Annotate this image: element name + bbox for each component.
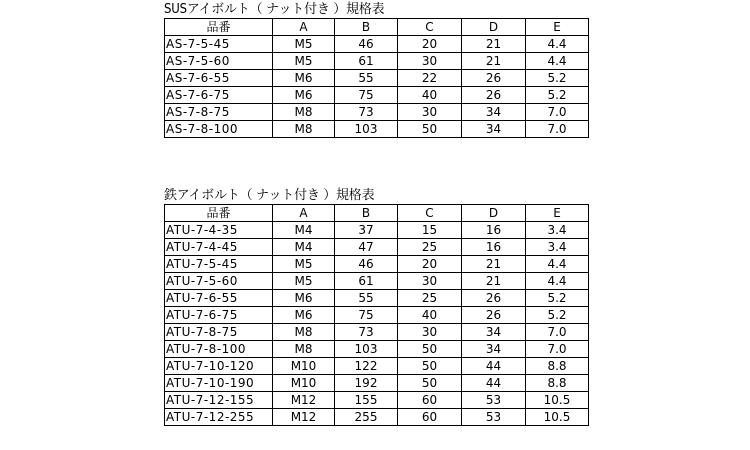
- cell-c: 20: [398, 256, 462, 273]
- cell-d: 44: [462, 358, 526, 375]
- cell-d: 21: [462, 256, 526, 273]
- cell-a: M5: [273, 273, 335, 290]
- table-row: [165, 53, 589, 70]
- cell-part-no: ATU-7-10-190: [165, 375, 273, 392]
- cell-a: M6: [273, 87, 335, 104]
- cell-e: 8.8: [526, 358, 589, 375]
- cell-d: 53: [462, 392, 526, 409]
- cell-c: 50: [398, 341, 462, 358]
- cell-a: M8: [273, 324, 335, 341]
- cell-d: 53: [462, 409, 526, 426]
- table-row: [165, 409, 589, 426]
- cell-a: M10: [273, 375, 335, 392]
- cell-c: 30: [398, 273, 462, 290]
- cell-a: M6: [273, 307, 335, 324]
- cell-d: 26: [462, 70, 526, 87]
- header-cell-c: C: [398, 19, 462, 36]
- cell-b: 103: [335, 121, 398, 138]
- header-cell-c: C: [398, 205, 462, 222]
- cell-b: 73: [335, 324, 398, 341]
- cell-d: 34: [462, 121, 526, 138]
- cell-e: 4.4: [526, 36, 589, 53]
- cell-d: 21: [462, 53, 526, 70]
- sus-spec-table: [164, 18, 589, 138]
- cell-d: 16: [462, 239, 526, 256]
- cell-a: M8: [273, 341, 335, 358]
- cell-c: 40: [398, 87, 462, 104]
- cell-e: 5.2: [526, 70, 589, 87]
- cell-part-no: ATU-7-8-75: [165, 324, 273, 341]
- cell-c: 50: [398, 358, 462, 375]
- table-row: [165, 392, 589, 409]
- cell-b: 122: [335, 358, 398, 375]
- header-cell-a: A: [273, 205, 335, 222]
- cell-part-no: AS-7-5-45: [165, 36, 273, 53]
- cell-d: 34: [462, 324, 526, 341]
- iron-table-title: 鉄アイボルト（ ナット付き ）規格表: [164, 188, 375, 203]
- cell-e: 7.0: [526, 324, 589, 341]
- cell-e: 7.0: [526, 104, 589, 121]
- cell-e: 3.4: [526, 239, 589, 256]
- cell-b: 192: [335, 375, 398, 392]
- cell-c: 25: [398, 239, 462, 256]
- cell-part-no: ATU-7-12-155: [165, 392, 273, 409]
- cell-e: 5.2: [526, 87, 589, 104]
- cell-e: 8.8: [526, 375, 589, 392]
- cell-part-no: ATU-7-5-45: [165, 256, 273, 273]
- cell-part-no: ATU-7-5-60: [165, 273, 273, 290]
- cell-part-no: AS-7-6-55: [165, 70, 273, 87]
- cell-a: M12: [273, 409, 335, 426]
- cell-part-no: AS-7-6-75: [165, 87, 273, 104]
- table-row: [165, 222, 589, 239]
- cell-part-no: ATU-7-12-255: [165, 409, 273, 426]
- header-cell-e: E: [526, 205, 589, 222]
- cell-part-no: ATU-7-6-75: [165, 307, 273, 324]
- table-row: [165, 273, 589, 290]
- cell-e: 5.2: [526, 290, 589, 307]
- header-row: [165, 205, 589, 222]
- cell-c: 30: [398, 104, 462, 121]
- header-cell-e: E: [526, 19, 589, 36]
- cell-c: 50: [398, 121, 462, 138]
- cell-b: 55: [335, 290, 398, 307]
- cell-a: M5: [273, 36, 335, 53]
- cell-a: M6: [273, 290, 335, 307]
- cell-a: M5: [273, 53, 335, 70]
- cell-a: M4: [273, 239, 335, 256]
- cell-e: 5.2: [526, 307, 589, 324]
- header-cell-part-no: 品番: [165, 205, 273, 222]
- cell-e: 4.4: [526, 273, 589, 290]
- table-row: [165, 87, 589, 104]
- table-row: [165, 70, 589, 87]
- cell-part-no: ATU-7-10-120: [165, 358, 273, 375]
- cell-c: 30: [398, 324, 462, 341]
- cell-c: 20: [398, 36, 462, 53]
- cell-b: 155: [335, 392, 398, 409]
- cell-b: 103: [335, 341, 398, 358]
- cell-part-no: ATU-7-4-35: [165, 222, 273, 239]
- cell-c: 40: [398, 307, 462, 324]
- cell-d: 16: [462, 222, 526, 239]
- cell-e: 7.0: [526, 341, 589, 358]
- cell-c: 50: [398, 375, 462, 392]
- cell-a: M12: [273, 392, 335, 409]
- header-row: [165, 19, 589, 36]
- cell-b: 46: [335, 256, 398, 273]
- cell-part-no: AS-7-8-75: [165, 104, 273, 121]
- table-row: [165, 121, 589, 138]
- cell-e: 10.5: [526, 392, 589, 409]
- table-row: [165, 324, 589, 341]
- cell-d: 44: [462, 375, 526, 392]
- cell-d: 26: [462, 290, 526, 307]
- cell-c: 22: [398, 70, 462, 87]
- table-row: [165, 341, 589, 358]
- cell-b: 75: [335, 87, 398, 104]
- cell-e: 7.0: [526, 121, 589, 138]
- cell-b: 61: [335, 273, 398, 290]
- cell-c: 15: [398, 222, 462, 239]
- cell-b: 55: [335, 70, 398, 87]
- cell-e: 4.4: [526, 256, 589, 273]
- table-row: [165, 307, 589, 324]
- cell-part-no: AS-7-8-100: [165, 121, 273, 138]
- cell-a: M8: [273, 121, 335, 138]
- header-cell-a: A: [273, 19, 335, 36]
- sus-table-title: SUSアイボルト（ ナット付き ）規格表: [164, 2, 385, 17]
- cell-b: 47: [335, 239, 398, 256]
- table-row: [165, 358, 589, 375]
- cell-a: M4: [273, 222, 335, 239]
- cell-d: 34: [462, 104, 526, 121]
- cell-a: M10: [273, 358, 335, 375]
- cell-b: 75: [335, 307, 398, 324]
- cell-a: M5: [273, 256, 335, 273]
- cell-d: 21: [462, 273, 526, 290]
- cell-b: 46: [335, 36, 398, 53]
- cell-e: 10.5: [526, 409, 589, 426]
- cell-e: 4.4: [526, 53, 589, 70]
- header-cell-b: B: [335, 19, 398, 36]
- cell-b: 73: [335, 104, 398, 121]
- header-cell-d: D: [462, 19, 526, 36]
- table-row: [165, 256, 589, 273]
- cell-c: 60: [398, 409, 462, 426]
- cell-c: 25: [398, 290, 462, 307]
- cell-d: 26: [462, 87, 526, 104]
- cell-a: M8: [273, 104, 335, 121]
- table-row: [165, 375, 589, 392]
- cell-d: 21: [462, 36, 526, 53]
- table-row: [165, 104, 589, 121]
- iron-spec-table: [164, 204, 589, 426]
- cell-part-no: ATU-7-4-45: [165, 239, 273, 256]
- cell-part-no: AS-7-5-60: [165, 53, 273, 70]
- table-row: [165, 36, 589, 53]
- header-cell-part-no: 品番: [165, 19, 273, 36]
- cell-d: 26: [462, 307, 526, 324]
- sus-eyebolt-section: [164, 2, 589, 138]
- cell-a: M6: [273, 70, 335, 87]
- cell-d: 34: [462, 341, 526, 358]
- cell-b: 37: [335, 222, 398, 239]
- cell-part-no: ATU-7-8-100: [165, 341, 273, 358]
- iron-eyebolt-section: [164, 188, 589, 426]
- sus-table-body: [165, 36, 589, 138]
- cell-b: 61: [335, 53, 398, 70]
- cell-b: 255: [335, 409, 398, 426]
- header-cell-d: D: [462, 205, 526, 222]
- cell-part-no: ATU-7-6-55: [165, 290, 273, 307]
- table-row: [165, 239, 589, 256]
- cell-c: 30: [398, 53, 462, 70]
- header-cell-b: B: [335, 205, 398, 222]
- table-row: [165, 290, 589, 307]
- cell-c: 60: [398, 392, 462, 409]
- iron-table-body: [165, 222, 589, 426]
- cell-e: 3.4: [526, 222, 589, 239]
